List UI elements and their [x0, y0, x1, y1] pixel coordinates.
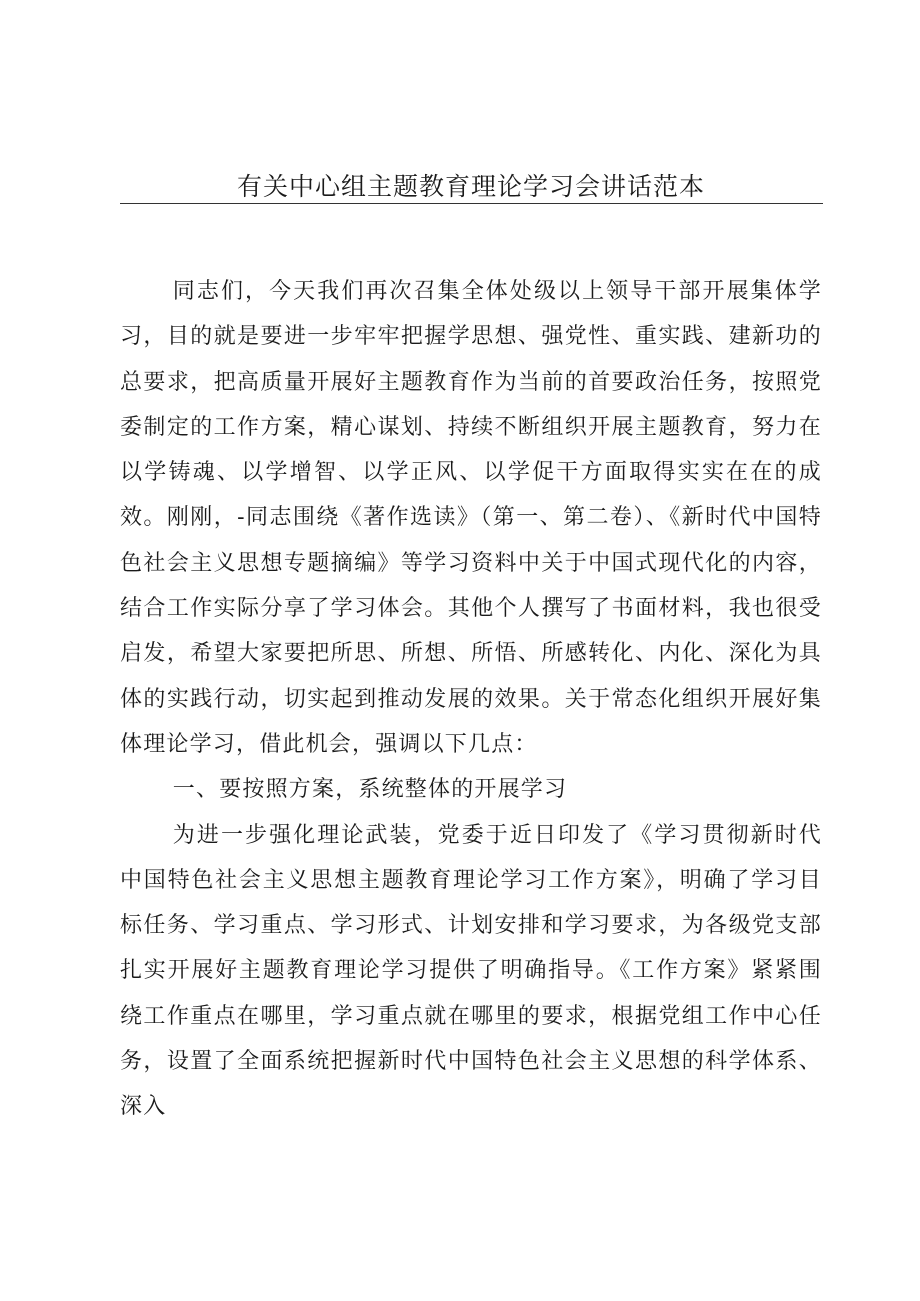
body-paragraph-opening: 同志们，今天我们再次召集全体处级以上领导干部开展集体学习，目的就是要进一步牢牢把握学思想、强党性、重实践、建新功的总要求，把高质量开展好主题教育作为当前的首要政治任务，按照党委制定的工作方案，精心谋划、持续不断组织开展主题教育，努力在以学铸魂、以学增智、以学正风、以学促干方面取得实实在在的成效。刚刚，-同志围绕《著作选读》（第一、第二卷）、《新时代中国特色社会主义思想专题摘编》等学习资料中关于中国式现代化的内容，结合工作实际分享了学习体会。其他个人撰写了书面材料，我也很受启发，希望大家要把所思、所想、所悟、所感转化、内化、深化为具体的实践行动，切实起到推动发展的效果。关于常态化组织开展好集体理论学习，借此机会，强调以下几点：: [120, 279, 822, 757]
title-underline: [120, 203, 823, 204]
section-heading-1: 一、要按照方案，系统整体的开展学习: [172, 777, 568, 803]
body-paragraph-section-1: 为进一步强化理论武装，党委于近日印发了《学习贯彻新时代中国特色社会主义思想主题教育理论学习工作方案》，明确了学习目标任务、学习重点、学习形式、计划安排和学习要求，为各级党支部扎实开展好主题教育理论学习提供了明确指导。《工作方案》紧紧围绕工作重点在哪里，学习重点就在哪里的要求，根据党组工作中心任务，设置了全面系统把握新时代中国特色社会主义思想的科学体系、深入: [120, 822, 822, 1120]
document-body: [120, 269, 822, 1130]
document-title: 有关中心组主题教育理论学习会讲话范本: [236, 172, 705, 201]
